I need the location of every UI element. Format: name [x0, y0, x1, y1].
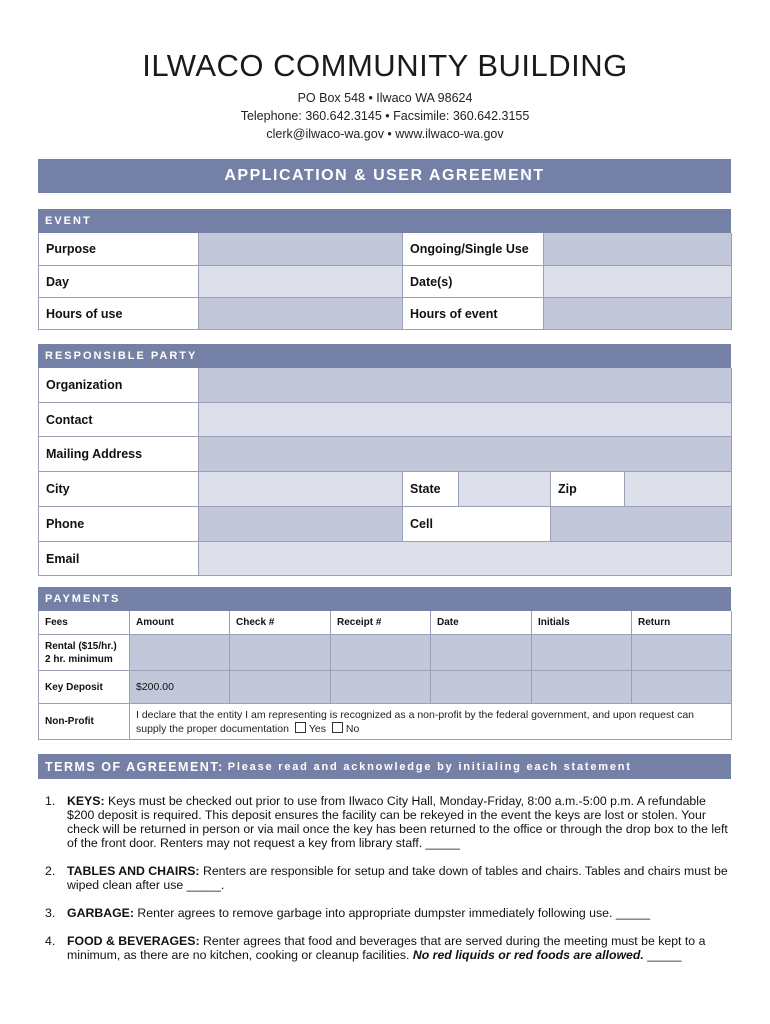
terms-subheading: Please read and acknowledge by initialing each statement [227, 760, 632, 773]
term-title: KEYS: [67, 794, 105, 808]
address-line: PO Box 548 • Ilwaco WA 98624 [297, 91, 473, 105]
term-number: 4. [45, 934, 56, 948]
dates-field[interactable] [544, 266, 732, 298]
purpose-label: Purpose [39, 233, 199, 266]
term-item-tables [45, 864, 730, 894]
rental-line1: Rental ($15/hr.) [45, 640, 117, 652]
purpose-field[interactable] [199, 233, 403, 266]
hours-use-label: Hours of use [39, 298, 199, 330]
event-section-header: EVENT [38, 209, 731, 233]
term-text: Renter agrees to remove garbage into appropriate dumpster immediately following use. _____ [137, 906, 651, 920]
party-section-header: RESPONSIBLE PARTY [38, 344, 731, 368]
mailing-label: Mailing Address [39, 437, 199, 472]
state-label: State [403, 472, 459, 507]
phone-line: Telephone: 360.642.3145 • Facsimile: 360.642.3155 [240, 109, 530, 123]
no-checkbox[interactable] [332, 722, 343, 733]
rental-check-field[interactable] [230, 635, 331, 671]
terms-heading: TERMS OF AGREEMENT: [45, 759, 224, 774]
event-table [38, 233, 731, 330]
mailing-field[interactable] [199, 437, 732, 472]
term-item-keys [45, 794, 730, 852]
payments-section-header: PAYMENTS [38, 587, 731, 611]
term-item-garbage [45, 906, 730, 922]
email-field[interactable] [199, 542, 732, 576]
day-field[interactable] [199, 266, 403, 298]
col-amount: Amount [130, 611, 230, 635]
col-receipt: Receipt # [331, 611, 431, 635]
nonprofit-declaration [130, 704, 732, 740]
key-return-field[interactable] [632, 671, 732, 704]
city-field[interactable] [199, 472, 403, 507]
term-text: Keys must be checked out prior to use from Ilwaco City Hall, Monday-Friday, 8:00 a.m.-5:00 p.m. A refundable $200 deposit is required. This deposit ensures the facility can be rekeyed in the event the keys are lost or stolen. Your check will be returned in person or via mail once the key has been returned to the office or through the drop box to the left of the front door. Renters may not request a key from library staff. _____ [67, 794, 728, 850]
phone-label: Phone [39, 507, 199, 542]
organization-label: Organization [39, 368, 199, 403]
hours-event-field[interactable] [544, 298, 732, 330]
hours-use-field[interactable] [199, 298, 403, 330]
term-title: TABLES AND CHAIRS: [67, 864, 200, 878]
email-label: Email [39, 542, 199, 576]
hours-event-label: Hours of event [403, 298, 544, 330]
ongoing-label: Ongoing/Single Use [403, 233, 544, 266]
term-title: FOOD & BEVERAGES: [67, 934, 200, 948]
rental-return-field[interactable] [632, 635, 732, 671]
key-initials-field[interactable] [532, 671, 632, 704]
col-date: Date [431, 611, 532, 635]
rental-initials-field[interactable] [532, 635, 632, 671]
yes-checkbox[interactable] [295, 722, 306, 733]
rental-date-field[interactable] [431, 635, 532, 671]
dates-label: Date(s) [403, 266, 544, 298]
term-number: 3. [45, 906, 56, 920]
form-title-banner: APPLICATION & USER AGREEMENT [38, 159, 731, 193]
organization-field[interactable] [199, 368, 732, 403]
term-emphasis: No red liquids or red foods are allowed. [412, 948, 644, 962]
page-title: ILWACO COMMUNITY BUILDING [142, 48, 628, 83]
term-number: 2. [45, 864, 56, 878]
party-table [38, 368, 731, 576]
term-text: Renters are responsible for setup and take down of tables and chairs. Tables and chairs must be wiped clean after use _____. [67, 864, 728, 892]
term-text: Renter agrees that food and beverages that are served during the meeting must be kept to a minimum, as there are no kitchen, cooking or cleanup facilities. [67, 934, 706, 962]
rental-amount-field[interactable] [130, 635, 230, 671]
key-amount-field[interactable]: $200.00 [130, 671, 230, 704]
key-receipt-field[interactable] [331, 671, 431, 704]
rental-receipt-field[interactable] [331, 635, 431, 671]
term-tail: _____ [647, 948, 682, 962]
col-return: Return [632, 611, 732, 635]
zip-label: Zip [551, 472, 625, 507]
yes-label: Yes [308, 723, 326, 735]
col-fees: Fees [39, 611, 130, 635]
web-line: clerk@ilwaco-wa.gov • www.ilwaco-wa.gov [266, 127, 504, 141]
col-initials: Initials [532, 611, 632, 635]
term-title: GARBAGE: [67, 906, 134, 920]
no-label: No [345, 723, 360, 735]
rental-label [39, 635, 130, 671]
key-deposit-label: Key Deposit [39, 671, 130, 704]
zip-field[interactable] [625, 472, 732, 507]
city-label: City [39, 472, 199, 507]
declaration-text: I declare that the entity I am representing is recognized as a non-profit by the federal government, and upon request can supply the proper documentation [136, 709, 695, 735]
phone-field[interactable] [199, 507, 403, 542]
contact-label: Contact [39, 403, 199, 437]
term-item-food [45, 934, 730, 964]
terms-banner [38, 754, 731, 779]
cell-field[interactable] [551, 507, 732, 542]
rental-line2: 2 hr. minimum [45, 653, 113, 665]
col-check: Check # [230, 611, 331, 635]
key-date-field[interactable] [431, 671, 532, 704]
payments-table [38, 611, 731, 740]
cell-label: Cell [403, 507, 551, 542]
key-check-field[interactable] [230, 671, 331, 704]
nonprofit-label: Non-Profit [39, 704, 130, 740]
ongoing-field[interactable] [544, 233, 732, 266]
term-number: 1. [45, 794, 56, 808]
contact-field[interactable] [199, 403, 732, 437]
day-label: Day [39, 266, 199, 298]
state-field[interactable] [459, 472, 551, 507]
